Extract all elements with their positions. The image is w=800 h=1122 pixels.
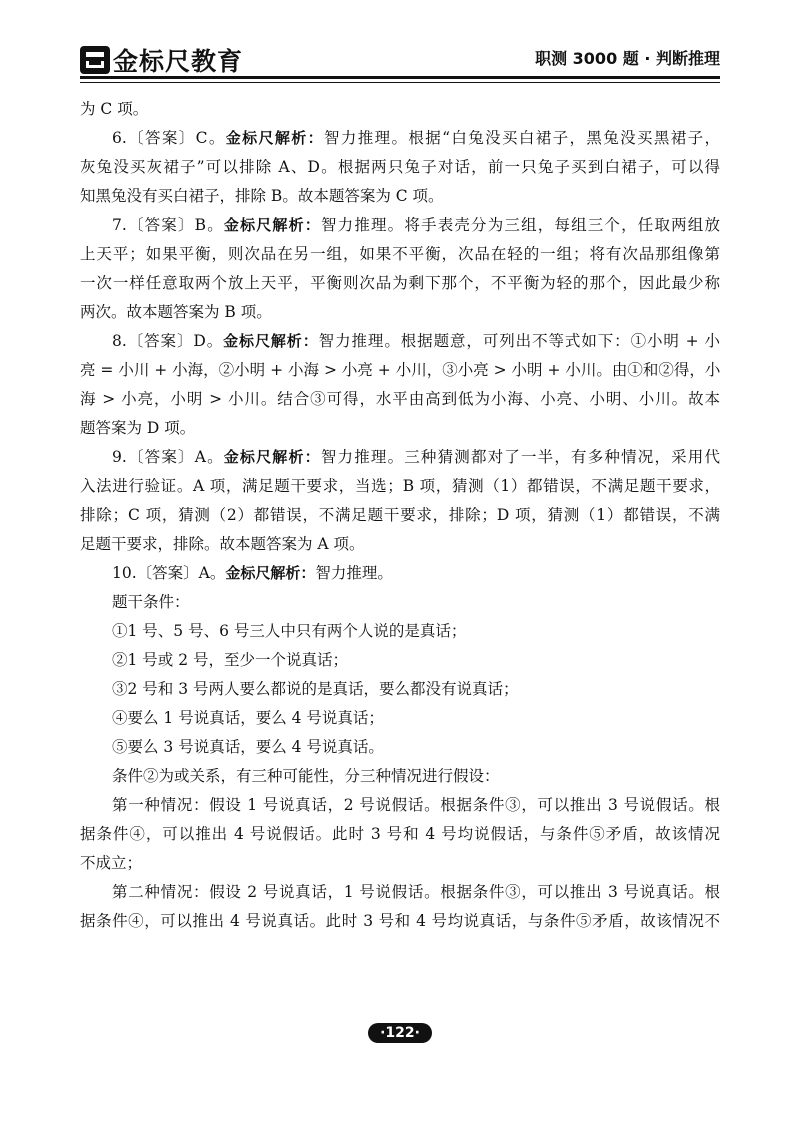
text-line — [80, 443, 720, 472]
line-text: 第一种情况：假设 1 号说真话，2 号说假话。根据条件③，可以推出 3 号说假话。根 — [112, 796, 720, 814]
text-line — [80, 211, 720, 240]
answer-marker: 8.〔答案〕D。 — [112, 332, 224, 350]
line-text: 据条件④，可以推出 4 号说真话。此时 3 号和 4 号均说真话，与条件⑤矛盾，故该情况不 — [80, 912, 720, 930]
line-text: 两次。故本题答案为 B 项。 — [80, 303, 272, 321]
answer-marker: 6.〔答案〕C。 — [112, 129, 226, 147]
text-line — [80, 95, 720, 124]
line-text: 足题干要求，排除。故本题答案为 A 项。 — [80, 535, 365, 553]
line-text: 智力推理。三种猜测都对了一半，有多种情况，采用代 — [320, 448, 720, 466]
analysis-label: 金标尺解析： — [225, 129, 324, 147]
page-footer — [0, 1022, 800, 1043]
line-text: 条件②为或关系，有三种可能性，分三种情况进行假设： — [112, 767, 500, 785]
text-line — [80, 240, 720, 269]
brand-logo — [80, 42, 243, 78]
text-line — [80, 472, 720, 501]
text-line — [80, 907, 720, 936]
line-text: 知黑兔没有买白裙子，排除 B。故本题答案为 C 项。 — [80, 187, 444, 205]
text-line — [80, 269, 720, 298]
text-line — [80, 414, 720, 443]
text-line — [80, 646, 720, 675]
logo-text: 金标尺教育 — [113, 47, 244, 76]
text-line — [80, 791, 720, 820]
text-line — [80, 588, 720, 617]
text-line — [80, 530, 720, 559]
line-text: 上天平；如果平衡，则次品在另一组，如果不平衡，次品在轻的一组；将有次品那组像第 — [80, 245, 720, 263]
text-line — [80, 327, 720, 356]
line-text: 第二种情况：假设 2 号说真话，1 号说假话。根据条件③，可以推出 3 号说真话。根 — [112, 883, 720, 901]
line-text: 一次一样任意取两个放上天平，平衡则次品为剩下那个，不平衡为轻的那个，因此最少称 — [80, 274, 720, 292]
text-line — [80, 385, 720, 414]
line-text: ③2 号和 3 号两人要么都说的是真话，要么都没有说真话； — [112, 680, 519, 698]
line-text: ⑤要么 3 号说真话，要么 4 号说真话。 — [112, 738, 384, 756]
line-text: 灰兔没买灰裙子”可以排除 A、D。根据两只兔子对话，前一只兔子买到白裙子，可以得 — [80, 158, 720, 176]
line-text: 亮 = 小川 + 小海，②小明 + 小海 > 小亮 + 小川，③小亮 > 小明 + 小川。由①和②得，小 — [80, 361, 720, 379]
header-rule-thin — [80, 82, 720, 83]
text-line — [80, 878, 720, 907]
line-text: 海 > 小亮，小明 > 小川。结合③可得，水平由高到低为小海、小亮、小明、小川。故本 — [80, 390, 720, 408]
text-line — [80, 298, 720, 327]
answer-marker: 7.〔答案〕B。 — [112, 216, 224, 234]
line-text: 为 C 项。 — [80, 100, 149, 118]
line-text: 智力推理。 — [315, 564, 393, 582]
line-text: 排除；C 项，猜测（2）都错误，不满足题干要求，排除；D 项，猜测（1）都错误，不满 — [80, 506, 720, 524]
header-rule-thick — [80, 76, 720, 79]
text-line — [80, 849, 720, 878]
page-header — [80, 42, 720, 76]
logo-icon — [80, 46, 110, 74]
line-text: 题干条件： — [112, 593, 190, 611]
text-line — [80, 559, 720, 588]
text-line — [80, 356, 720, 385]
line-text: 入法进行验证。A 项，满足题干要求，当选；B 项，猜测（1）都错误，不满足题干要求， — [80, 477, 720, 495]
line-text: ①1 号、5 号、6 号三人中只有两个人说的是真话； — [112, 622, 467, 640]
text-line — [80, 704, 720, 733]
text-line — [80, 153, 720, 182]
text-line — [80, 124, 720, 153]
line-text: 据条件④，可以推出 4 号说假话。此时 3 号和 4 号均说假话，与条件⑤矛盾，故该情况 — [80, 825, 720, 843]
line-text: 题答案为 D 项。 — [80, 419, 196, 437]
line-text: ②1 号或 2 号，至少一个说真话； — [112, 651, 349, 669]
line-text: 不成立； — [80, 854, 143, 872]
text-line — [80, 762, 720, 791]
page-body — [80, 95, 720, 936]
book-title: 职测 3000 题 · 判断推理 — [535, 49, 720, 68]
line-text: 智力推理。将手表壳分为三组，每组三个，任取两组放 — [320, 216, 720, 234]
text-line — [80, 820, 720, 849]
text-line — [80, 733, 720, 762]
analysis-label: 金标尺解析： — [223, 332, 319, 350]
text-line — [80, 182, 720, 211]
answer-marker: 10.〔答案〕A。 — [112, 564, 226, 582]
analysis-label: 金标尺解析： — [223, 216, 321, 234]
analysis-label: 金标尺解析： — [225, 564, 316, 582]
page-number: ·122· — [368, 1023, 432, 1043]
text-line — [80, 675, 720, 704]
line-text: 智力推理。根据题意，可列出不等式如下：①小明 + 小 — [318, 332, 720, 350]
line-text: 智力推理。根据“白兔没买白裙子，黑兔没买黑裙子， — [324, 129, 720, 147]
analysis-label: 金标尺解析： — [223, 448, 321, 466]
text-line — [80, 501, 720, 530]
text-line — [80, 617, 720, 646]
answer-marker: 9.〔答案〕A。 — [112, 448, 224, 466]
line-text: ④要么 1 号说真话，要么 4 号说真话； — [112, 709, 384, 727]
